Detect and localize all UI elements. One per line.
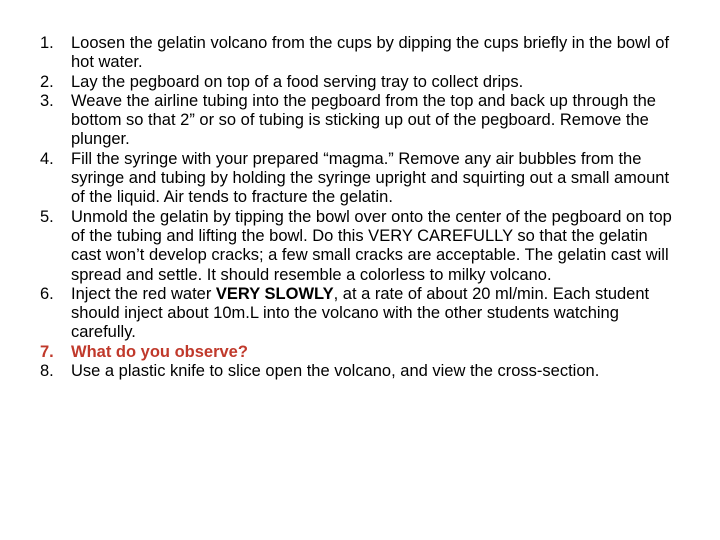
step-number: 3. [40, 91, 54, 110]
step-number: 1. [40, 34, 54, 52]
step-number: 2. [40, 72, 54, 91]
list-item [40, 34, 680, 73]
step-text-before: Inject the red water [71, 284, 216, 303]
step-number: 7. [40, 342, 54, 361]
step-question: What do you observe? [71, 342, 248, 361]
step-number: 8. [40, 362, 54, 381]
list-item-question [40, 343, 680, 362]
step-number: 5. [40, 207, 54, 226]
step-number: 4. [40, 149, 54, 168]
list-item [40, 208, 680, 285]
step-number: 6. [40, 284, 54, 303]
list-item [40, 73, 680, 92]
step-text [71, 285, 680, 343]
list-item [40, 362, 680, 381]
step-emphasis: VERY SLOWLY [215, 284, 334, 303]
step-text: Unmold the gelatin by tipping the bowl over onto the center of the pegboard on top of the tubing and lifting the bowl. Do this VERY CAREFULLY so that the gelatin cast won’t develop cracks; a few small cracks are acceptable. The gelatin cast will spread and settle. It should resemble a colorless to milky volcano. [71, 207, 672, 284]
step-text-after: , at a rate of about 20 ml/min. Each student should inject about 10m.L into the volcano with the other students watching carefully. [71, 284, 650, 342]
step-text: Use a plastic knife to slice open the volcano, and view the cross-section. [71, 362, 600, 381]
step-text: Loosen the gelatin volcano from the cups by dipping the cups briefly in the bowl of hot water. [71, 34, 670, 72]
step-text: Weave the airline tubing into the pegboard from the top and back up through the bottom so that 2” or so of tubing is sticking up out of the pegboard. Remove the plunger. [71, 91, 656, 149]
step-text: Fill the syringe with your prepared “magma.” Remove any air bubbles from the syringe and tubing by holding the syringe upright and squirting out a small amount of the liquid. Air tends to fracture the gelatin. [71, 149, 670, 207]
step-text: Lay the pegboard on top of a food serving tray to collect drips. [71, 72, 524, 91]
list-item [40, 150, 680, 208]
instruction-list [40, 34, 680, 381]
list-item [40, 285, 680, 343]
list-item [40, 92, 680, 150]
